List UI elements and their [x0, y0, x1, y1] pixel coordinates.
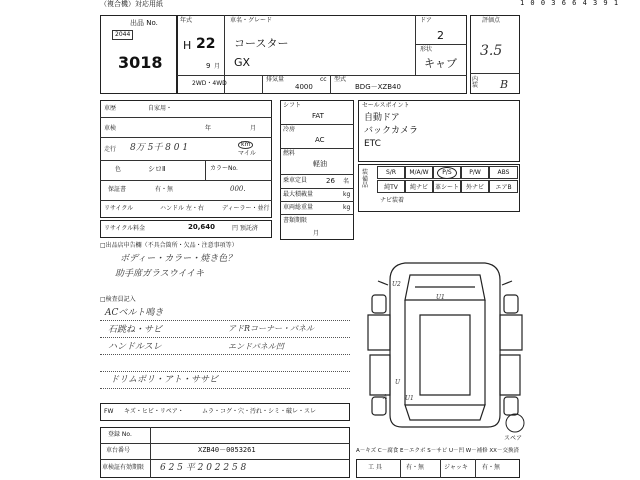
color-label: 色: [115, 166, 122, 173]
sales-point-item: ETC: [364, 139, 381, 149]
sales-point-item: バックカメラ: [364, 126, 419, 136]
lot-label: 出品 No.: [130, 19, 158, 27]
equip-pw: P/W: [461, 166, 489, 179]
lot-sub: 2044: [112, 30, 133, 40]
vehicle-damage-diagram: [360, 255, 530, 435]
equip-maw: M/A/W: [405, 166, 433, 179]
recycle-fee-value: 20,640: [188, 223, 216, 231]
gvw-label: 車両総重量: [283, 204, 314, 211]
inspector-note: アドRコーナー・パネル: [228, 324, 315, 333]
year-label: 年式: [180, 17, 193, 24]
spare-label: スペア: [504, 435, 523, 442]
cc-unit: cc: [320, 76, 327, 83]
shift-label: シフト: [283, 102, 302, 109]
tools-value: 有・無: [406, 464, 425, 471]
recycle-fee-unit: 円 預託済: [232, 225, 258, 232]
equip-sr: S/R: [377, 166, 405, 179]
km-unit: km: [238, 141, 253, 149]
inspector-note: エンドパネル凹: [228, 342, 284, 351]
max-load-unit: kg: [343, 191, 351, 198]
jack-label: ジャッキ: [444, 464, 468, 471]
equip-ps: P/S: [433, 166, 461, 179]
body-value: キャブ: [424, 57, 457, 70]
displacement-value: 4000: [295, 83, 313, 91]
chassis-value: XZB40－0053261: [198, 446, 256, 454]
year-value: 22: [196, 36, 216, 52]
equip-leather: 革シート: [433, 180, 461, 193]
ad-text: ムラ・コグ・穴・汚れ・シミ・破レ・スレ: [202, 408, 317, 415]
year-era: H: [183, 39, 192, 52]
inspector-note: ハンドルスレ: [108, 342, 162, 352]
equip-ext-navi: 外ナビ: [461, 180, 489, 193]
equip-navi: 純ナビ: [405, 180, 433, 193]
equip-abs: ABS: [489, 166, 518, 179]
seller-note-line: ボディー・カラー・焼き色？: [120, 254, 237, 264]
score-label: 評価点: [482, 17, 501, 24]
interior-label: 内 装: [472, 76, 479, 89]
equip-ps-circle: [437, 167, 457, 179]
mileage-label: 走行: [104, 146, 117, 153]
spare-tire-icon: [506, 414, 524, 432]
fuel-value: 軽油: [313, 160, 327, 168]
doc-label: 書類期限: [283, 217, 308, 224]
body-label: 形状: [420, 46, 433, 53]
inspector-note: ACベルト鳴き: [105, 308, 164, 318]
score-value: 3.5: [480, 43, 503, 59]
max-load-label: 最大積載量: [283, 191, 314, 198]
chassis-label: 車台番号: [106, 447, 131, 454]
gvw-unit: kg: [343, 204, 351, 211]
damage-mark: U: [395, 379, 401, 386]
inspector-note: 石跳ね・サビ: [108, 325, 163, 335]
damage-code-legend: A－キズ C－腐食 E－エクボ S－サビ U－凹 W－補修 XX－交換済: [356, 448, 519, 454]
reg-label: 登録 No.: [108, 431, 132, 438]
capacity-label: 乗車定員: [283, 177, 308, 184]
damage-mark: U1: [436, 294, 445, 301]
damage-mark: A: [383, 394, 388, 401]
displacement-label: 排気量: [266, 76, 285, 83]
lot-number: 3018: [118, 53, 163, 72]
shaken-year-unit: 年: [205, 125, 212, 132]
recycle-label: リサイクル: [104, 205, 134, 212]
name-label: 車名・グレード: [230, 17, 273, 24]
recycle-fee-label: リサイクル料金: [104, 225, 146, 232]
dealer-value: ディーラー・並行: [222, 205, 270, 212]
drive-type: 2WD・4WD: [192, 80, 227, 87]
handle-value: ハンドル 左・右: [160, 205, 204, 212]
seller-notes-label: □出品店申告欄（不具合箇所・欠品・注意事項等）: [100, 242, 238, 249]
month-value: 9: [206, 62, 211, 70]
equip-airbag: エアB: [489, 180, 518, 193]
doors-value: 2: [437, 29, 444, 42]
model-label: 型式: [334, 76, 347, 83]
damage-mark: U1: [405, 395, 414, 402]
barcode-number: 1 0 0 3 6 6 4 3 9 1: [520, 0, 620, 7]
month-unit: 月: [214, 63, 221, 70]
equipment-label: 装備品: [362, 169, 369, 190]
warranty-label: 保証書: [108, 186, 127, 193]
inspector-note: ドリムポリ・アト・ササビ: [110, 375, 219, 385]
ac-value: AC: [315, 136, 325, 144]
warranty-note: 000.: [230, 185, 246, 193]
equip-navi-installed: ナビ装着: [380, 197, 405, 204]
expiry-label: 車検証有効期限: [102, 464, 145, 471]
doc-unit: 月: [313, 230, 320, 237]
damage-mark: U2: [392, 281, 401, 288]
color-no-label: カラーNo.: [210, 165, 238, 172]
fw-text: キズ・ヒビ・リペア・: [124, 408, 184, 415]
inspector-label: □検査員記入: [100, 296, 136, 303]
seller-note-line: 助手席ガラスウイイキ: [115, 269, 205, 279]
capacity-unit: 名: [343, 178, 350, 185]
capacity-value: 26: [326, 177, 335, 185]
model-value: BDG－XZB40: [355, 83, 401, 91]
equip-tv: 純TV: [377, 180, 405, 193]
fw-label: FW: [104, 408, 114, 415]
form-title: （複合機）対応用紙: [100, 0, 163, 8]
ac-label: 冷房: [283, 126, 296, 133]
mileage-value: 8万 5千 8 0 1: [130, 143, 189, 153]
mile-unit: マイル: [238, 150, 256, 157]
expiry-value: 6 2 5 平 2 0 2 2 5 8: [160, 463, 247, 473]
jack-value: 有・無: [482, 464, 501, 471]
sales-point-label: セールスポイント: [362, 102, 410, 109]
vehicle-name: コースター: [234, 37, 289, 50]
shaken-month-unit: 月: [250, 125, 257, 132]
warranty-value: 有・無: [155, 186, 174, 193]
history-label: 車歴: [104, 105, 117, 112]
history-value: 自家用・: [148, 105, 173, 112]
doors-label: ドア: [420, 17, 432, 24]
tools-label: 工 具: [368, 464, 382, 471]
color-value: シロⅡ: [148, 165, 166, 173]
sales-point-item: 自動ドア: [364, 113, 400, 123]
shaken-label: 車検: [104, 125, 117, 132]
vehicle-grade: GX: [234, 56, 251, 69]
shift-value: FAT: [312, 112, 324, 120]
interior-value: B: [500, 78, 509, 91]
fuel-label: 燃料: [283, 150, 296, 157]
